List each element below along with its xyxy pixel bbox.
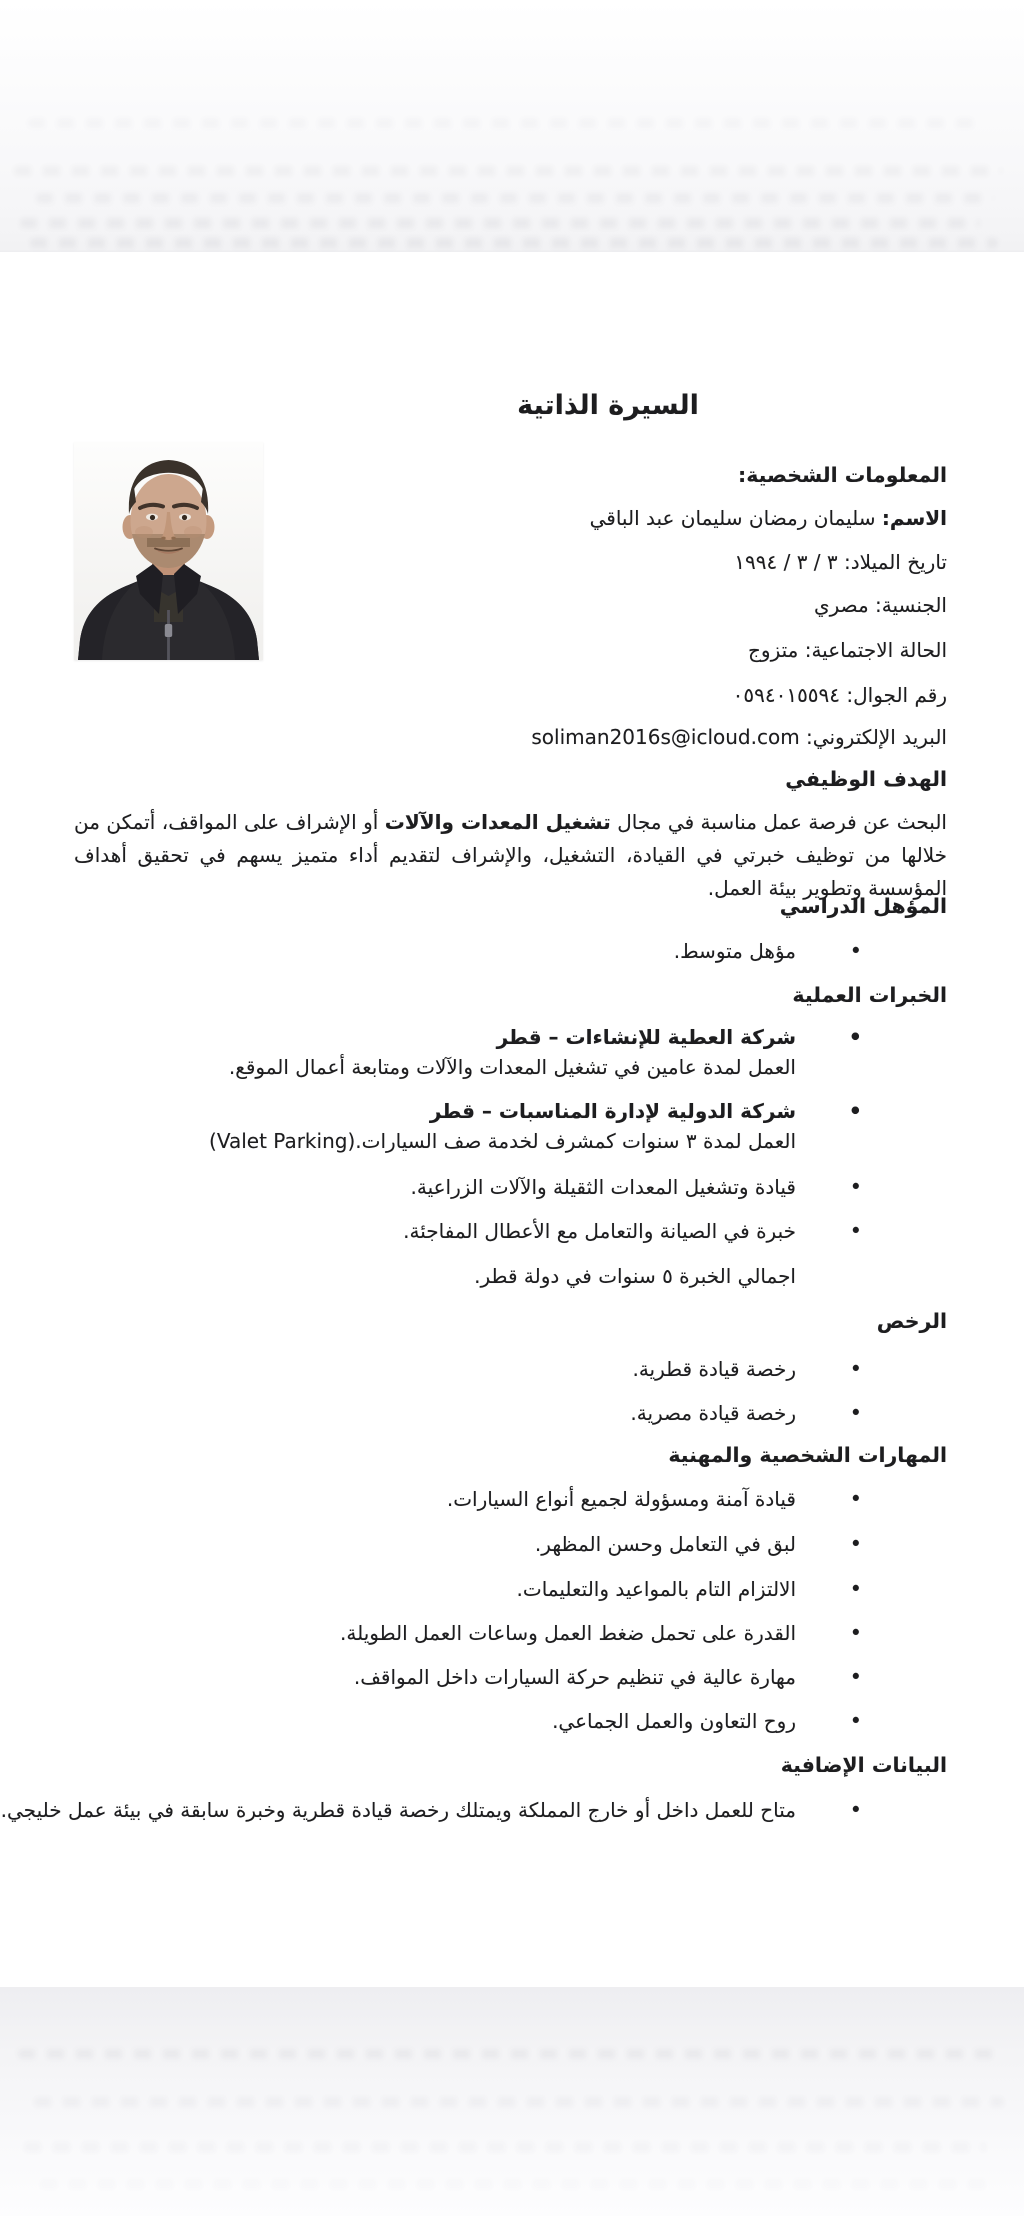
ghost-text-row <box>24 2142 986 2152</box>
additional-item: • متاح للعمل داخل أو خارج المملكة ويمتلك رخصة قيادة قطرية وخبرة سابقة في بيئة عمل خليجي. <box>1 1797 796 1824</box>
skill-item: • قيادة آمنة ومسؤولة لجميع أنواع السيارات. <box>447 1486 796 1513</box>
nationality-line: الجنسية: مصري <box>813 593 947 617</box>
skills-heading: المهارات الشخصية والمهنية <box>668 1443 947 1467</box>
additional-heading: البيانات الإضافية <box>780 1753 947 1777</box>
experience-total: اجمالي الخبرة ٥ سنوات في دولة قطر. <box>474 1264 796 1288</box>
skill-item: • لبق في التعامل وحسن المظهر. <box>535 1531 796 1558</box>
license-item: • رخصة قيادة مصرية. <box>630 1400 796 1427</box>
name-label: الاسم: <box>881 506 947 530</box>
ghost-text-row <box>14 166 1002 176</box>
job-description: العمل لمدة عامين في تشغيل المعدات والآلات ومتابعة أعمال الموقع. <box>228 1055 796 1079</box>
job-company: • شركة العطية للإنشاءات – قطر <box>497 1024 796 1051</box>
experience-bullet: • قيادة وتشغيل المعدات الثقيلة والآلات الزراعية. <box>411 1174 797 1201</box>
objective-text-end: أو الإشراف على المواقف، أتمكن من خلالها من توظيف خبرتي في القيادة، التشغيل، والإشراف لتقديم أداء متميز يسهم في تحقيق أهداف المؤسسة وتطوير بيئة العمل. <box>74 810 947 900</box>
name-line <box>590 505 947 532</box>
skill-item: • مهارة عالية في تنظيم حركة السيارات داخل المواقف. <box>354 1664 796 1691</box>
personal-info-heading: المعلومات الشخصية: <box>738 463 947 487</box>
ghost-text-row <box>36 193 994 203</box>
objective-paragraph <box>74 806 947 905</box>
job-company: • شركة الدولية لإدارة المناسبات – قطر <box>430 1098 796 1125</box>
name-value: سليمان رمضان سليمان عبد الباقي <box>589 506 882 530</box>
phone-line: رقم الجوال: ٠٥٩٤٠١٥٥٩٤ <box>732 683 947 707</box>
experience-bullet: • خبرة في الصيانة والتعامل مع الأعطال المفاجئة. <box>403 1218 796 1245</box>
skill-item: • روح التعاون والعمل الجماعي. <box>552 1708 796 1735</box>
email-label: البريد الإلكتروني: <box>799 725 947 749</box>
ghost-text-row <box>18 2049 994 2059</box>
outside-area-bottom <box>0 1987 1024 2216</box>
experience-heading: الخبرات العملية <box>792 983 947 1007</box>
job-description: العمل لمدة ٣ سنوات كمشرف لخدمة صف السيارات.(Valet Parking) <box>209 1129 796 1153</box>
education-heading: المؤهل الدراسي <box>779 894 947 918</box>
cv-title: السيرة الذاتية <box>517 390 699 421</box>
dob-line: تاريخ الميلاد: ٣ / ٣ / ١٩٩٤ <box>734 550 947 574</box>
marital-status-line: الحالة الاجتماعية: متزوج <box>748 638 947 662</box>
ghost-text-row <box>34 2097 1004 2107</box>
ghost-text-row <box>20 218 980 228</box>
ghost-text-row <box>40 2179 996 2189</box>
license-item: • رخصة قيادة قطرية. <box>632 1356 796 1383</box>
licenses-heading: الرخص <box>876 1309 947 1333</box>
ghost-text-row <box>30 238 998 248</box>
email-value: soliman2016s@icloud.com <box>531 725 800 749</box>
email-line <box>531 724 947 751</box>
skill-item: • القدرة على تحمل ضغط العمل وساعات العمل الطويلة. <box>340 1620 796 1647</box>
ghost-text-row <box>28 118 984 128</box>
objective-heading: الهدف الوظيفي <box>785 767 947 791</box>
education-item: • مؤهل متوسط. <box>674 938 796 965</box>
applicant-photo-image <box>74 442 263 660</box>
skill-item: • الالتزام التام بالمواعيد والتعليمات. <box>517 1576 796 1603</box>
outside-area-top <box>0 0 1024 252</box>
objective-text-start: البحث عن فرصة عمل مناسبة في مجال <box>610 810 947 834</box>
objective-text-bold: تشغيل المعدات والآلات <box>384 810 611 834</box>
applicant-photo <box>74 442 263 660</box>
